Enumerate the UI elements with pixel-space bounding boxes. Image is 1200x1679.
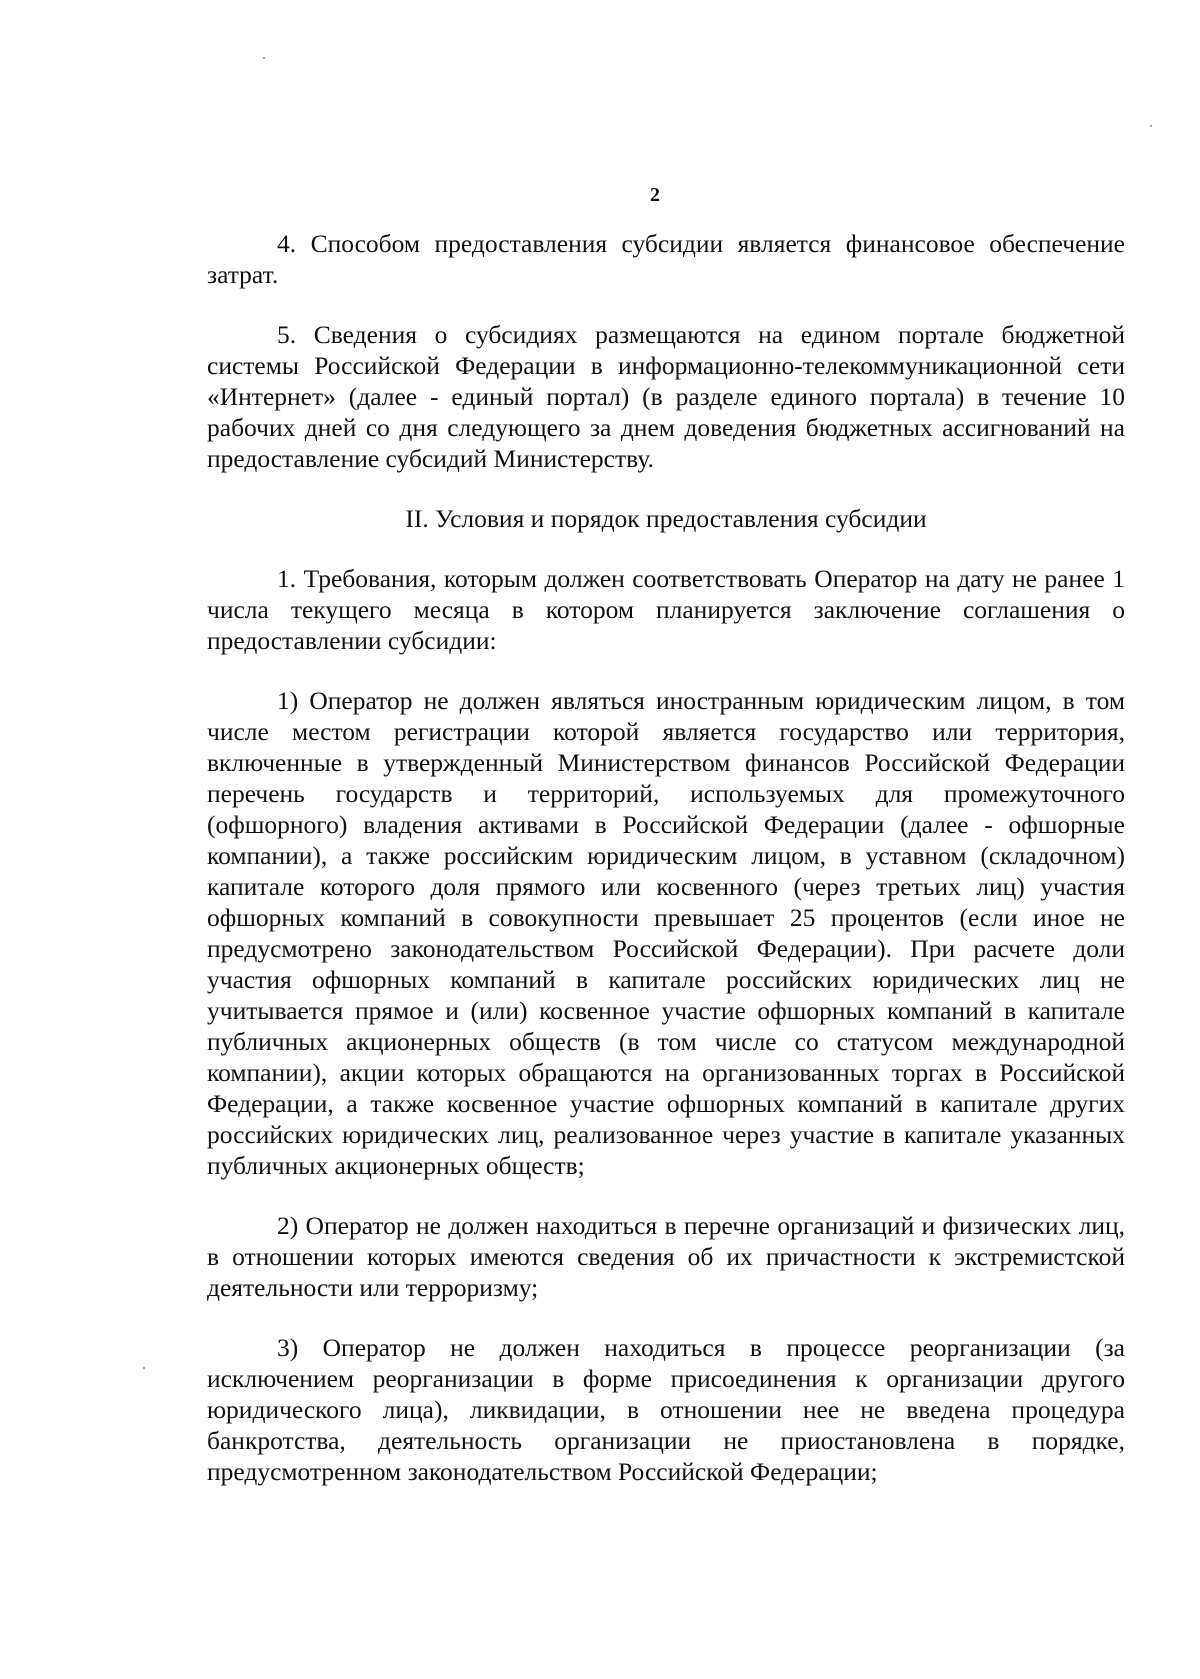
scan-speck (1150, 125, 1152, 127)
list-item-2: 2) Оператор не должен находиться в перечне организаций и физических лиц, в отношении которых имеются сведения об их причастности к экстремистской деятельности или терроризму; (207, 1211, 1125, 1302)
list-item-1: 1) Оператор не должен являться иностранным юридическим лицом, в том числе местом регистрации которой является государство или территория, включенные в утвержденный Министерством финансов Российской Федерации перечень государств и территорий, используемых для промежуточного (офшорного) владения активами в Российской Федерации (далее - офшорные компании), а также российским юридическим лицом, в уставном (складочном) капитале которого доля прямого или косвенного (через третьих лиц) участия офшорных компаний в совокупности превышает 25 процентов (если иное не предусмотрено законодательством Российской Федерации). При расчете доли участия офшорных компаний в капитале российских юридических лиц не учитывается прямое и (или) косвенное участие офшорных компаний в капитале публичных акционерных обществ (в том числе со статусом международной компании), акции которых обращаются на организованных торгах в Российской Федерации, а также косвенное участие офшорных компаний в капитале других российских юридических лиц, реализованное через участие в капитале указанных публичных акционерных обществ; (207, 686, 1125, 1180)
page-number: 2 (650, 184, 660, 206)
paragraph-5: 5. Сведения о субсидиях размещаются на едином портале бюджетной системы Российской Федерации в информационно-телекоммуникационной сети «Интернет» (далее - единый портал) (в разделе единого портала) в течение 10 рабочих дней со дня следующего за днем доведения бюджетных ассигнований на предоставление субсидий Министерству. (207, 320, 1125, 473)
paragraph-4: 4. Способом предоставления субсидии является финансовое обеспечение затрат. (207, 229, 1125, 289)
document-body (207, 228, 1125, 1487)
section-paragraph-1: 1. Требования, которым должен соответствовать Оператор на дату не ранее 1 числа текущего месяца в котором планируется заключение соглашения о предоставлении субсидии: (207, 564, 1125, 655)
list-item-3: 3) Оператор не должен находиться в процессе реорганизации (за исключением реорганизации в форме присоединения к организации другого юридического лица), ликвидации, в отношении нее не введена процедура банкротства, деятельность организации не приостановлена в порядке, предусмотренном законодательством Российской Федерации; (207, 1333, 1125, 1486)
scan-speck (143, 1367, 145, 1369)
section-heading: II. Условия и порядок предоставления субсидии (405, 504, 927, 533)
scan-speck (263, 57, 265, 59)
